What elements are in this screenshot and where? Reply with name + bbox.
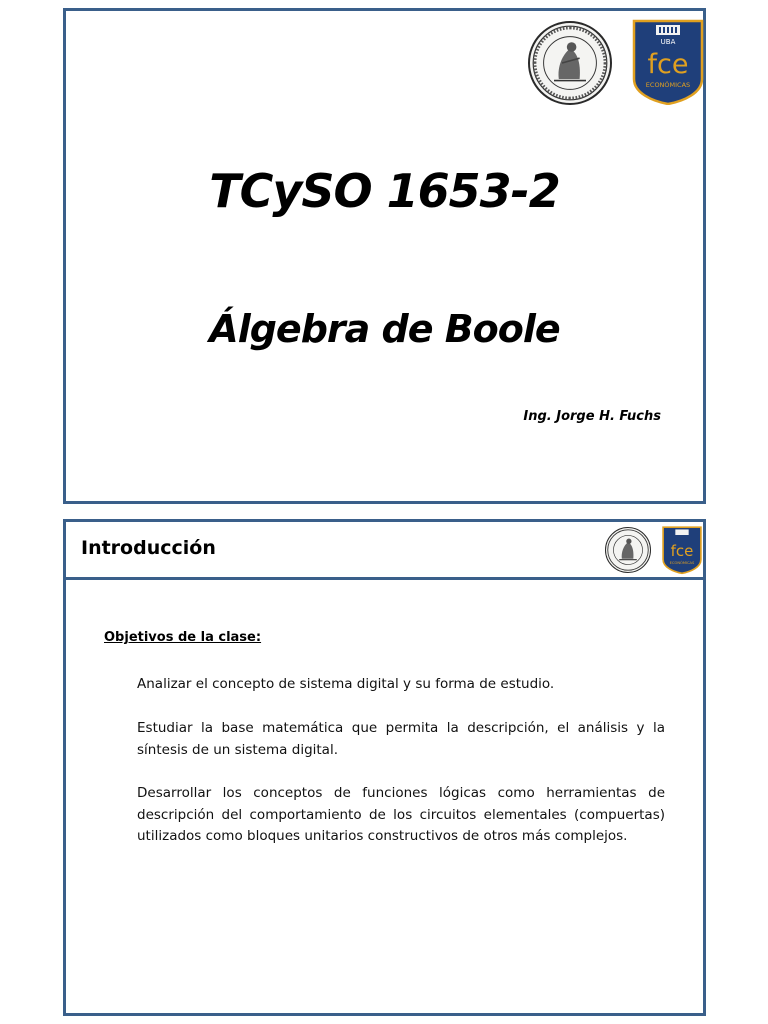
svg-text:ECONÓMICAS: ECONÓMICAS [645,81,691,89]
topic-title: Álgebra de Boole [209,307,560,351]
objective-item: Desarrollar los conceptos de funciones lógicas como herramientas de descripción del comportamiento de los circuitos elementales (compuertas) utilizados como bloques unitarios constructivos de otros más complejos. [137,785,665,844]
section-title: Introducción [81,537,216,559]
svg-text:UBA: UBA [660,38,676,46]
intro-slide [63,519,706,1016]
objectives-heading: Objetivos de la clase: [104,630,262,645]
svg-text:fce: fce [647,49,689,80]
author-name: Ing. Jorge H. Fuchs [523,409,661,424]
uba-seal-icon [528,21,612,105]
svg-text:fce: fce [670,542,694,561]
slide-header [66,522,703,580]
svg-text:ECONÓMICAS: ECONÓMICAS [669,560,695,565]
uba-seal-icon [605,527,651,573]
objective-item: Estudiar la base matemática que permita la descripción, el análisis y la síntesis de un sistema digital. [137,720,665,758]
fce-shield-icon [632,19,704,105]
cover-slide [63,8,706,504]
course-code-title: TCySO 1653-2 [209,164,560,218]
fce-shield-icon [662,525,702,575]
objective-item: Analizar el concepto de sistema digital y su forma de estudio. [137,676,555,692]
